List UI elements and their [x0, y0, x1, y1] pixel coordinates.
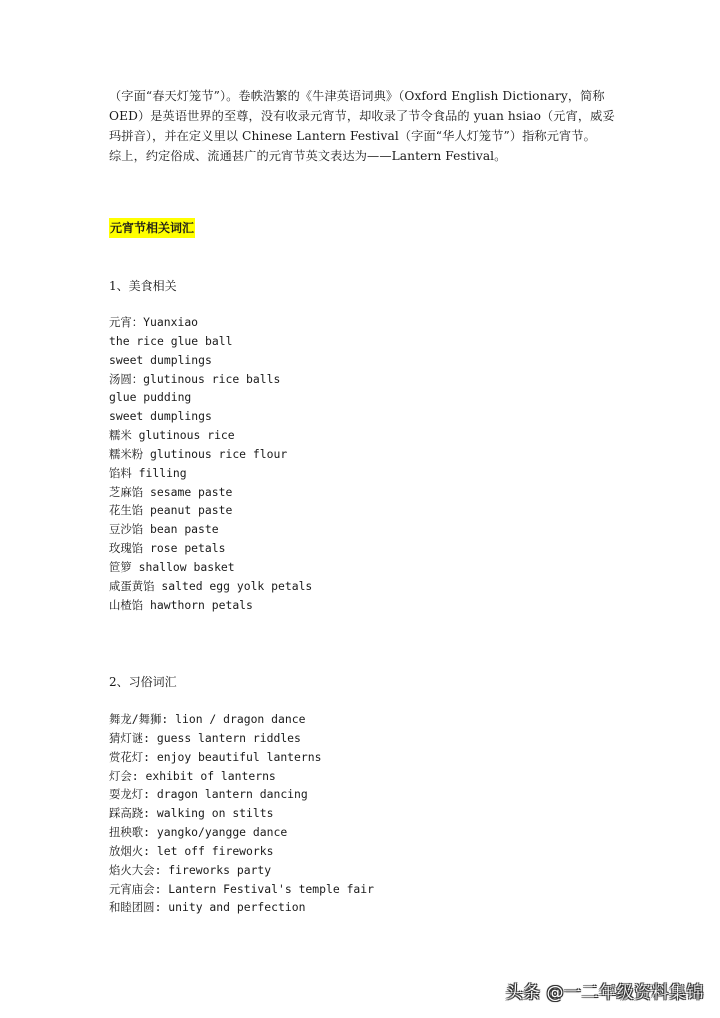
vocabulary-item: 山楂馅 hawthorn petals: [109, 597, 253, 612]
vocabulary-item: 耍龙灯: dragon lantern dancing: [109, 787, 308, 802]
food-vocabulary-list: [109, 313, 312, 615]
vocabulary-item: 糯米粉 glutinous rice flour: [109, 446, 288, 461]
vocabulary-item: 扭秧歌: yangko/yangge dance: [109, 825, 288, 840]
vocabulary-item: 芝麻馅 sesame paste: [109, 484, 233, 499]
vocabulary-item: sweet dumplings: [109, 409, 212, 424]
vocabulary-item: 笸箩 shallow basket: [109, 559, 235, 574]
vocabulary-item: 焰火大会: fireworks party: [109, 862, 272, 877]
vocabulary-item: 放烟火: let off fireworks: [109, 843, 274, 858]
vocabulary-item: 汤圆：glutinous rice balls: [109, 371, 281, 386]
vocabulary-item: the rice glue ball: [109, 333, 233, 348]
section-title-food: 1、美食相关: [109, 279, 177, 293]
vocabulary-item: 糯米 glutinous rice: [109, 428, 235, 443]
section-heading: 元宵节相关词汇: [109, 218, 195, 238]
vocabulary-item: 舞龙/舞狮: lion / dragon dance: [109, 712, 306, 726]
customs-vocabulary-list: [109, 710, 374, 917]
vocabulary-item: sweet dumplings: [109, 352, 212, 367]
vocabulary-item: 猜灯谜: guess lantern riddles: [109, 730, 301, 745]
intro-line: 综上，约定俗成、流通甚广的元宵节英文表达为——Lantern Festival。: [109, 149, 507, 163]
vocabulary-item: 玫瑰馅 rose petals: [109, 541, 226, 556]
section-title-customs: 2、习俗词汇: [109, 675, 177, 689]
watermark: 头条 @一二年级资料集锦: [505, 983, 704, 1003]
vocabulary-item: 花生馅 peanut paste: [109, 503, 233, 518]
vocabulary-item: 灯会: exhibit of lanterns: [109, 768, 276, 783]
vocabulary-item: 踩高跷: walking on stilts: [109, 806, 274, 821]
vocabulary-item: 元宵庙会: Lantern Festival's temple fair: [109, 881, 375, 896]
intro-line: （字面“春天灯笼节”）。卷帙浩繁的《牛津英语词典》（Oxford English Dictionary，简称 OED）是英语世界的至尊，没有收录元宵节，却收录了节令食品的 yuan hsiao（元宵，威妥玛拼音），并在定义里以 Chinese Lantern Festival（字面“华人灯笼节”）指称元宵节。: [109, 89, 615, 143]
vocabulary-item: glue pudding: [109, 390, 192, 405]
vocabulary-item: 豆沙馅 bean paste: [109, 522, 219, 537]
vocabulary-item: 和睦团圆: unity and perfection: [109, 900, 306, 915]
vocabulary-item: 咸蛋黄馅 salted egg yolk petals: [109, 578, 313, 593]
vocabulary-item: 赏花灯: enjoy beautiful lanterns: [109, 749, 322, 764]
vocabulary-item: 馅料 filling: [109, 465, 187, 480]
intro-paragraph: [109, 86, 619, 166]
vocabulary-item: 元宵：Yuanxiao: [109, 315, 199, 329]
